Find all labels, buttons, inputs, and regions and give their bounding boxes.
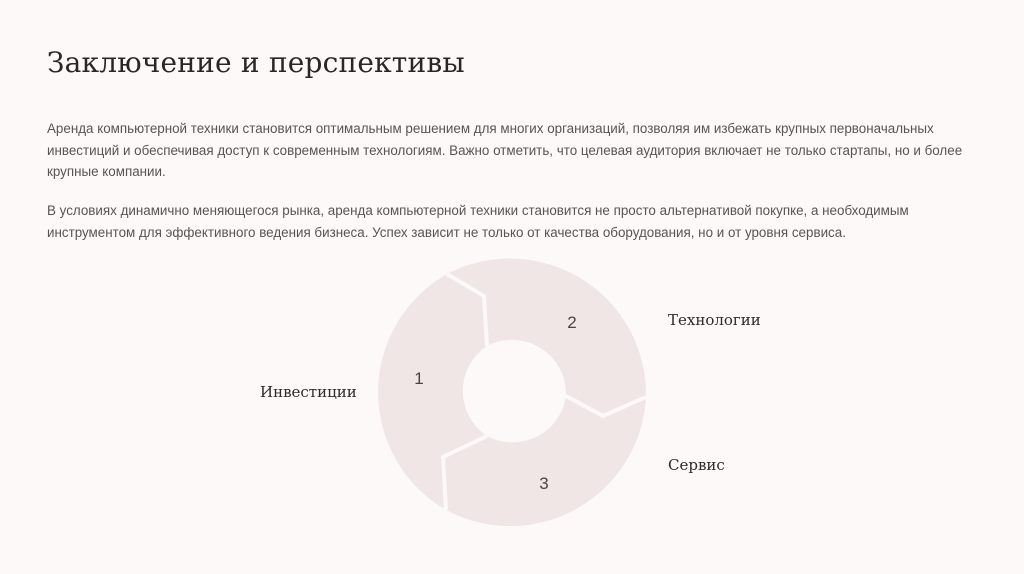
cycle-number-2: 2 bbox=[567, 313, 577, 332]
cycle-label-investments: Инвестиции bbox=[260, 383, 357, 401]
cycle-label-service: Сервис bbox=[668, 456, 725, 474]
paragraph-2: В условиях динамично меняющегося рынка, аренда компьютерной техники становится не просто альтернативой покупке, а необходимым инструментом для эффективного ведения бизнеса. Успех зависит не только от качества оборудования, но и от уровня сервиса. bbox=[47, 203, 909, 240]
cycle-segment-3 bbox=[443, 396, 646, 526]
paragraph-1: Аренда компьютерной техники становится оптимальным решением для многих организаций, позволяя им избежать крупных первоначальных инвестиций и обеспечивая доступ к современным технологиям. Важно отметить, что целевая аудитория включает не только стартапы, но и более крупные компании. bbox=[47, 121, 963, 179]
slide-title: Заключение и перспективы bbox=[47, 46, 465, 79]
cycle-number-1: 1 bbox=[414, 369, 424, 388]
cycle-number-3: 3 bbox=[539, 474, 549, 493]
cycle-label-technologies: Технологии bbox=[668, 311, 761, 329]
